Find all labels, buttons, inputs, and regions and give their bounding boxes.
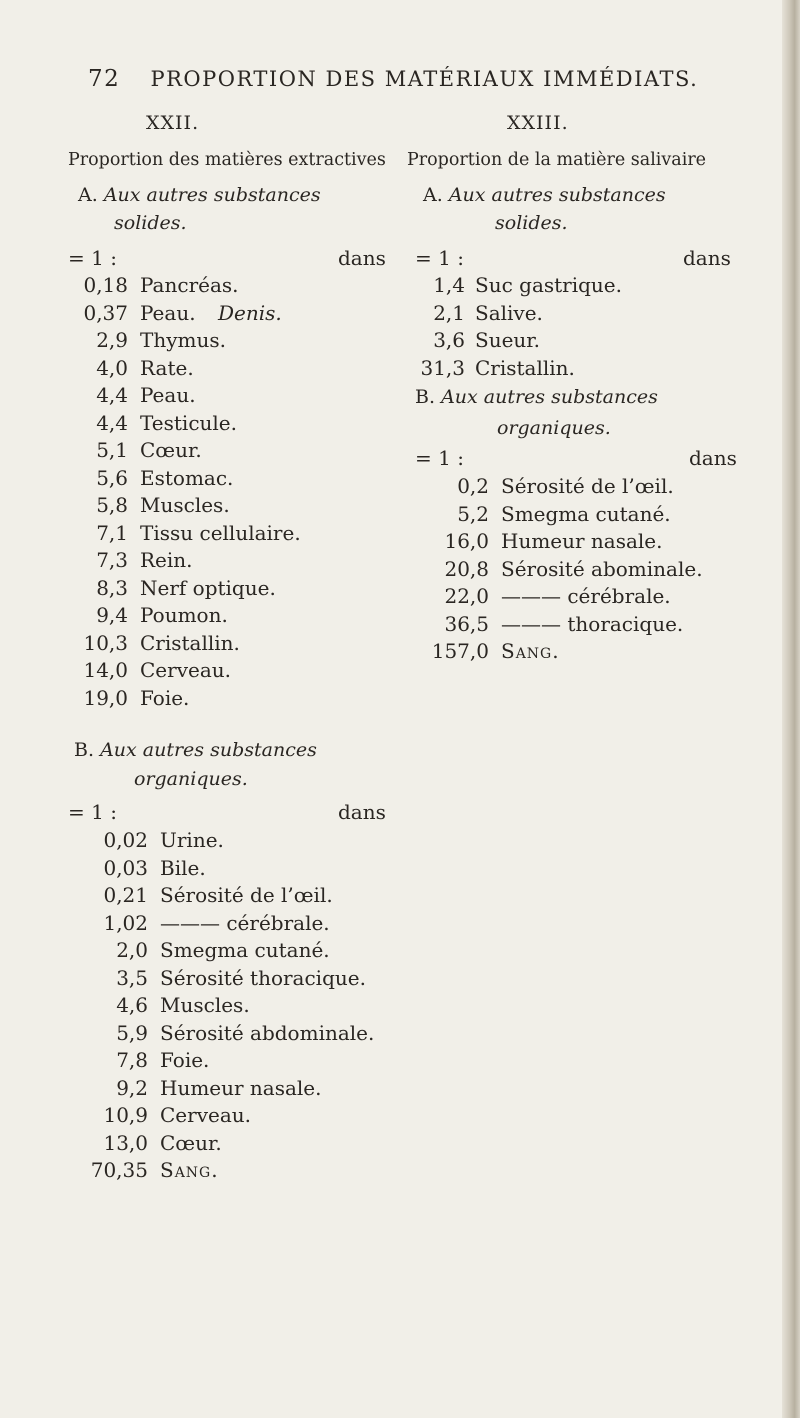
section-b-title: Aux autres substances [441,386,658,408]
entry-value: 4,4 [96,383,128,407]
dans-label: dans [683,246,731,270]
entry-name: ——— thoracique. [501,611,684,636]
section-b-letter: B. [74,739,95,761]
entry-name: Suc gastrique. [475,273,623,297]
entry-value: 3,6 [433,328,465,352]
table-caption: Proportion de la matière salivaire [407,150,707,170]
entry-value: 2,0 [116,938,148,962]
entry-value: 0,02 [103,828,148,852]
entry-name: Smegma cutané. [160,938,330,962]
entry-value: 5,1 [96,438,128,462]
entry-name: Nerf optique. [140,575,276,600]
ratio-label: = 1 : [415,246,464,270]
entry-value: 9,2 [116,1075,148,1100]
entry-value: 7,3 [96,548,128,572]
entry-value: 20,8 [444,556,489,581]
ratio-line-b [68,800,398,824]
entry-name: Peau. [140,300,196,325]
section-a-subtitle: solides. [114,212,187,234]
section-b-letter: B. [415,386,436,408]
list-item [60,883,400,911]
ratio-label: = 1 : [415,446,464,470]
section-b-heading [415,386,658,408]
ratio-line-a [415,246,735,270]
entry-name: Sérosité thoracique. [160,965,366,990]
list-item [60,548,400,576]
list-item [60,411,400,439]
table-number: XXIII. [507,112,569,134]
list-item [405,639,745,667]
section-a-subtitle: solides. [495,212,568,234]
entry-value: 5,8 [96,493,128,517]
page-number: 72 [88,66,121,92]
entry-value: 4,6 [116,993,148,1017]
ratio-line-b [415,446,735,470]
entry-value: 10,9 [103,1103,148,1127]
list-item [405,502,745,530]
section-a-heading [78,184,321,206]
entry-value: 8,3 [96,575,128,600]
list-item [405,328,745,356]
list-item [405,273,745,301]
running-title: PROPORTION DES MATÉRIAUX IMMÉDIATS. [150,67,699,91]
list-item [60,631,400,659]
entry-name: Cerveau. [160,1103,251,1127]
entry-value: 13,0 [103,1130,148,1155]
entry-name: Sang. [160,1158,219,1182]
entry-value: 4,4 [96,410,128,435]
entry-value: 70,35 [90,1158,148,1182]
list-item [60,1076,400,1104]
list-item [60,828,400,856]
section-a-title: Aux autres substances [103,184,321,206]
entry-name: Poumon. [140,603,228,627]
list-item [60,273,400,301]
list-item [60,1103,400,1131]
entry-name: Estomac. [140,465,234,490]
entry-value: 1,4 [433,273,465,297]
list-item [60,658,400,686]
entry-value: 7,8 [116,1048,148,1072]
entry-value: 5,2 [457,501,489,526]
entry-name: Cerveau. [140,658,231,682]
list-item [60,493,400,521]
entry-name: Sérosité de l’œil. [160,883,333,907]
entry-value: 16,0 [444,529,489,553]
list-item [60,466,400,494]
entry-name: Sang. [501,639,560,663]
entry-name: Cristallin. [140,630,240,655]
entry-value: 1,02 [103,910,148,935]
list-item [60,383,400,411]
section-b-subtitle: organiques. [134,768,248,790]
entry-value: 3,5 [116,965,148,990]
entry-value: 2,1 [433,300,465,325]
section-a-heading [423,184,666,206]
entry-name: Humeur nasale. [160,1075,322,1100]
list-item [60,438,400,466]
section-b-heading [74,739,317,761]
entry-value: 31,3 [420,355,465,380]
section-a-letter: A. [78,184,98,206]
entry-name: Urine. [160,828,224,852]
entry-value: 0,18 [83,273,128,297]
section-b-subtitle: organiques. [497,417,611,439]
entry-name: Testicule. [140,410,237,435]
list-item [60,993,400,1021]
entry-name: Smegma cutané. [501,501,671,526]
entry-value: 0,03 [103,855,148,880]
list-item [60,328,400,356]
entry-name: Foie. [140,685,190,710]
entry-name: Humeur nasale. [501,529,663,553]
entry-name: Thymus. [140,328,226,352]
list-item [60,356,400,384]
ratio-label: = 1 : [68,800,117,824]
entry-name: ——— cérébrale. [160,910,330,935]
ratio-label: = 1 : [68,246,117,270]
entry-name: Foie. [160,1048,210,1072]
entry-name: Cœur. [140,438,202,462]
entry-name: Tissu cellulaire. [140,520,301,545]
entry-value: 9,4 [96,603,128,627]
entry-name: Rate. [140,355,194,380]
entry-value: 22,0 [444,584,489,608]
entry-name: Sérosité abdominale. [160,1020,375,1045]
dans-label: dans [689,446,737,470]
entry-name: Rein. [140,548,193,572]
section-a-letter: A. [423,184,443,206]
entry-name: Cœur. [160,1130,222,1155]
list-item [60,966,400,994]
entry-value: 157,0 [431,639,489,663]
list-item [405,557,745,585]
list-item [405,529,745,557]
list-item [405,474,745,502]
entry-value: 10,3 [83,630,128,655]
entry-name: Bile. [160,855,206,880]
list-item [60,686,400,714]
entry-name: Sérosité abominale. [501,556,703,581]
entry-value: 36,5 [444,611,489,636]
list-item [60,1158,400,1186]
dans-label: dans [338,800,386,824]
entry-note: Denis. [218,300,282,325]
ratio-line-a [68,246,398,270]
table-number: XXII. [146,112,200,134]
entry-name: Muscles. [160,993,250,1017]
entry-value: 0,21 [103,883,148,907]
list-item [60,521,400,549]
entry-value: 7,1 [96,520,128,545]
entry-value: 0,2 [457,474,489,498]
list-item [60,1021,400,1049]
list-item [60,576,400,604]
entry-value: 5,6 [96,465,128,490]
list-item [60,1131,400,1159]
list-item [405,612,745,640]
list-item [60,301,400,329]
entry-name: Peau. [140,383,196,407]
entry-name: ——— cérébrale. [501,584,671,608]
page-edge [782,0,800,1418]
entry-value: 5,9 [116,1020,148,1045]
list-item [405,301,745,329]
entry-value: 0,37 [83,300,128,325]
dans-label: dans [338,246,386,270]
list-item [60,603,400,631]
entry-name: Sueur. [475,328,541,352]
running-head [88,66,738,92]
list-item [60,911,400,939]
section-a-title: Aux autres substances [448,184,666,206]
entry-name: Muscles. [140,493,230,517]
list-item [405,584,745,612]
list-item [60,1048,400,1076]
entry-value: 2,9 [96,328,128,352]
entry-value: 4,0 [96,355,128,380]
entry-name: Salive. [475,300,543,325]
list-item [60,856,400,884]
list-item [405,356,745,384]
entry-name: Sérosité de l’œil. [501,474,674,498]
entry-name: Cristallin. [475,355,575,380]
entry-name: Pancréas. [140,273,239,297]
section-b-title: Aux autres substances [100,739,317,761]
list-item [60,938,400,966]
entry-value: 14,0 [83,658,128,682]
entry-value: 19,0 [83,685,128,710]
table-caption: Proportion des matières extractives [68,150,386,170]
